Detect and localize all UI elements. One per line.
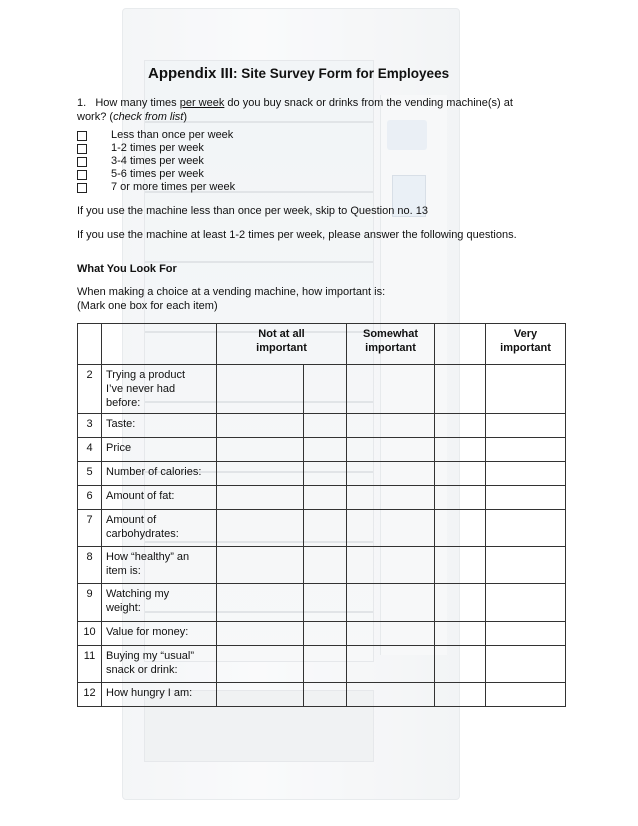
table-row [78, 547, 566, 584]
row-label-line: Amount of [106, 514, 157, 526]
answer-cell[interactable] [486, 365, 566, 414]
row-label [102, 547, 217, 584]
row-number: 10 [78, 622, 102, 646]
answer-cell[interactable] [486, 438, 566, 462]
answer-cell[interactable] [347, 547, 435, 584]
answer-cell[interactable] [217, 486, 304, 510]
answer-cell[interactable] [304, 622, 347, 646]
row-label-line: Trying a product [106, 369, 186, 381]
option-label: 7 or more times per week [111, 181, 236, 193]
answer-cell[interactable] [435, 646, 486, 683]
answer-cell[interactable] [435, 584, 486, 622]
header-text: important [365, 342, 416, 354]
header-cell [102, 324, 217, 365]
answer-cell[interactable] [435, 683, 486, 707]
answer-cell[interactable] [347, 584, 435, 622]
row-label: Taste: [102, 414, 217, 438]
answer-cell[interactable] [486, 547, 566, 584]
option-label: Less than once per week [111, 129, 234, 141]
question-1-text: How many times [95, 97, 180, 109]
answer-cell[interactable] [217, 547, 304, 584]
row-label-line: before: [106, 397, 141, 409]
table-header-row [78, 324, 566, 365]
answer-cell[interactable] [435, 510, 486, 547]
answer-cell[interactable] [304, 510, 347, 547]
option-checkbox[interactable] [77, 144, 87, 154]
header-text: Somewhat [363, 328, 419, 340]
question-1-text: do you buy snack or drinks from the vending machine(s) at [224, 97, 513, 109]
table-row [78, 622, 566, 646]
answer-cell[interactable] [217, 622, 304, 646]
answer-cell[interactable] [217, 365, 304, 414]
intro-line-1: When making a choice at a vending machine, how important is: [77, 286, 386, 298]
question-1-line-2 [77, 111, 187, 124]
row-number: 7 [78, 510, 102, 547]
answer-cell[interactable] [304, 486, 347, 510]
table-row [78, 462, 566, 486]
answer-cell[interactable] [486, 486, 566, 510]
answer-cell[interactable] [217, 414, 304, 438]
row-label-line: How “healthy” an [106, 551, 190, 563]
row-label-line: I’ve never had [106, 383, 176, 395]
answer-note: If you use the machine at least 1-2 times per week, please answer the following questions. [77, 229, 517, 241]
answer-cell[interactable] [347, 683, 435, 707]
answer-cell[interactable] [347, 438, 435, 462]
row-number: 9 [78, 584, 102, 622]
answer-cell[interactable] [486, 646, 566, 683]
table-row [78, 414, 566, 438]
row-number: 3 [78, 414, 102, 438]
question-1-line-1 [77, 97, 513, 110]
answer-cell[interactable] [486, 462, 566, 486]
answer-cell[interactable] [304, 462, 347, 486]
option-label: 5-6 times per week [111, 168, 204, 180]
table-row [78, 486, 566, 510]
answer-cell[interactable] [435, 622, 486, 646]
option-checkbox[interactable] [77, 131, 87, 141]
answer-cell[interactable] [217, 438, 304, 462]
row-label [102, 365, 217, 414]
header-cell [435, 324, 486, 365]
table-row [78, 646, 566, 683]
answer-cell[interactable] [217, 584, 304, 622]
answer-cell[interactable] [486, 584, 566, 622]
row-label-line: Watching my [106, 588, 170, 600]
row-label: Amount of fat: [102, 486, 217, 510]
option-label: 3-4 times per week [111, 155, 204, 167]
row-label-line: carbohydrates: [106, 528, 179, 540]
row-label [102, 510, 217, 547]
page-title [148, 65, 449, 82]
header-text: Very [513, 328, 538, 340]
answer-cell[interactable] [217, 646, 304, 683]
row-number: 5 [78, 462, 102, 486]
row-label [102, 584, 217, 622]
answer-cell[interactable] [217, 510, 304, 547]
answer-cell[interactable] [435, 414, 486, 438]
answer-cell[interactable] [435, 365, 486, 414]
answer-cell[interactable] [347, 462, 435, 486]
answer-cell[interactable] [486, 622, 566, 646]
row-label-line: snack or drink: [106, 664, 178, 676]
header-text: important [500, 342, 551, 354]
answer-cell[interactable] [486, 510, 566, 547]
header-very-important [486, 324, 566, 365]
answer-cell[interactable] [347, 646, 435, 683]
answer-cell[interactable] [486, 414, 566, 438]
answer-cell[interactable] [304, 646, 347, 683]
answer-cell[interactable] [347, 510, 435, 547]
answer-cell[interactable] [217, 683, 304, 707]
row-label-line: Buying my “usual” [106, 650, 195, 662]
answer-cell[interactable] [435, 462, 486, 486]
header-not-at-all-important [217, 324, 347, 365]
question-1-number: 1. [77, 97, 87, 109]
answer-cell[interactable] [347, 414, 435, 438]
question-1-underlined: per week [179, 97, 225, 109]
row-label: Price [102, 438, 217, 462]
header-cell [78, 324, 102, 365]
answer-cell[interactable] [304, 365, 347, 414]
importance-table [77, 323, 566, 707]
question-1-text: work? ( [77, 111, 114, 123]
option-checkbox[interactable] [77, 157, 87, 167]
answer-cell[interactable] [304, 547, 347, 584]
answer-cell[interactable] [347, 622, 435, 646]
table-row [78, 510, 566, 547]
answer-cell[interactable] [347, 486, 435, 510]
row-label-line: weight: [106, 602, 141, 614]
intro-line-2: (Mark one box for each item) [77, 300, 218, 312]
row-number: 6 [78, 486, 102, 510]
skip-note: If you use the machine less than once per week, skip to Question no. 13 [77, 205, 428, 217]
title-prefix: Appendix III [148, 65, 234, 82]
option-label: 1-2 times per week [111, 142, 204, 154]
row-label: Number of calories: [102, 462, 217, 486]
header-text: Not at all [258, 328, 305, 340]
question-1-italic: check from list [113, 111, 184, 123]
answer-cell[interactable] [304, 438, 347, 462]
question-1-text: ) [183, 111, 188, 123]
header-somewhat-important [347, 324, 435, 365]
table-row [78, 438, 566, 462]
row-label [102, 646, 217, 683]
row-label: How hungry I am: [102, 683, 217, 707]
row-number: 2 [78, 365, 102, 414]
row-number: 11 [78, 646, 102, 683]
answer-cell[interactable] [347, 365, 435, 414]
row-label-line: item is: [106, 565, 141, 577]
row-number: 8 [78, 547, 102, 584]
row-number: 12 [78, 683, 102, 707]
option-checkbox[interactable] [77, 183, 87, 193]
table-row [78, 365, 566, 414]
answer-cell[interactable] [435, 438, 486, 462]
option-checkbox[interactable] [77, 170, 87, 180]
table-row [78, 683, 566, 707]
row-label: Value for money: [102, 622, 217, 646]
answer-cell[interactable] [304, 683, 347, 707]
answer-cell[interactable] [304, 584, 347, 622]
answer-cell[interactable] [486, 683, 566, 707]
title-suffix: : Site Survey Form for Employees [233, 66, 450, 81]
row-number: 4 [78, 438, 102, 462]
answer-cell[interactable] [435, 547, 486, 584]
answer-cell[interactable] [435, 486, 486, 510]
section-heading: What You Look For [77, 263, 177, 275]
answer-cell[interactable] [304, 414, 347, 438]
answer-cell[interactable] [217, 462, 304, 486]
table-row [78, 584, 566, 622]
header-text: important [256, 342, 307, 354]
